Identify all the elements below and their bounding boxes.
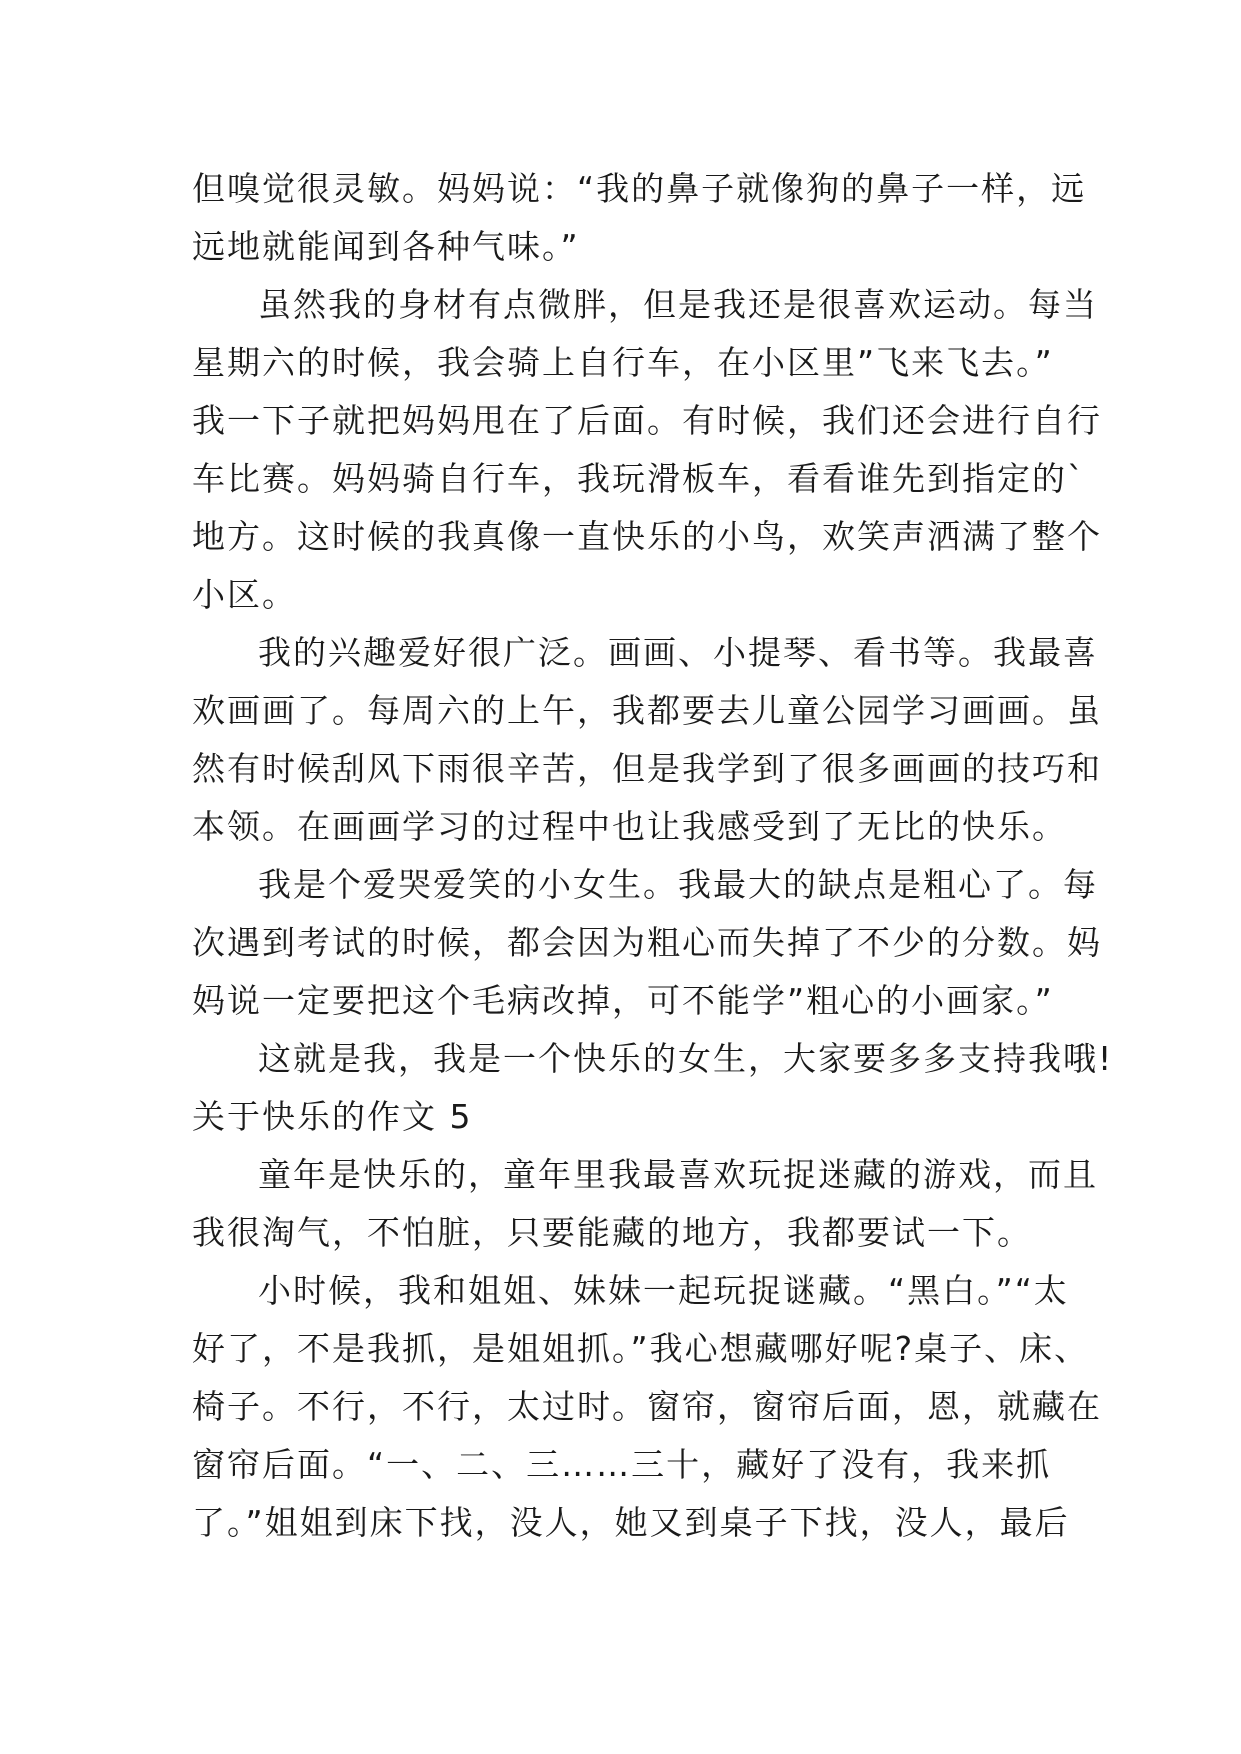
text-line: 欢画画了。每周六的上午，我都要去儿童公园学习画画。虽: [192, 691, 1102, 730]
text-line: 然有时候刮风下雨很辛苦，但是我学到了很多画画的技巧和: [192, 749, 1102, 788]
text-line: 远地就能闻到各种气味。”: [192, 227, 580, 266]
text-line: 童年是快乐的，童年里我最喜欢玩捉迷藏的游戏，而且: [258, 1155, 1098, 1194]
text-line: 星期六的时候，我会骑上自行车，在小区里”飞来飞去。”: [192, 343, 1054, 382]
text-line: 关于快乐的作文 5: [192, 1097, 473, 1136]
text-line: 小时候，我和姐姐、妹妹一起玩捉谜藏。“黑白。”“太: [258, 1271, 1069, 1310]
text-line: 但嗅觉很灵敏。妈妈说：“我的鼻子就像狗的鼻子一样，远: [192, 169, 1087, 208]
text-line: 了。”姐姐到床下找，没人，她又到桌子下找，没人，最后: [192, 1503, 1070, 1542]
text-line: 我很淘气，不怕脏，只要能藏的地方，我都要试一下。: [192, 1213, 1032, 1252]
text-line: 小区。: [192, 575, 297, 614]
body-text: [192, 160, 1114, 1552]
text-line: 椅子。不行，不行，太过时。窗帘，窗帘后面，恩，就藏在: [192, 1387, 1102, 1426]
text-line: 窗帘后面。“一、二、三……三十，藏好了没有，我来抓: [192, 1445, 1052, 1484]
text-line: 好了，不是我抓，是姐姐抓。”我心想藏哪好呢?桌子、床、: [192, 1329, 1090, 1368]
text-line: 这就是我，我是一个快乐的女生，大家要多多支持我哦!: [258, 1039, 1114, 1078]
text-line: 我的兴趣爱好很广泛。画画、小提琴、看书等。我最喜: [258, 633, 1098, 672]
text-line: 虽然我的身材有点微胖，但是我还是很喜欢运动。每当: [258, 285, 1098, 324]
text-line: 次遇到考试的时候，都会因为粗心而失掉了不少的分数。妈: [192, 923, 1102, 962]
text-line: 我是个爱哭爱笑的小女生。我最大的缺点是粗心了。每: [258, 865, 1098, 904]
text-line: 我一下子就把妈妈甩在了后面。有时候，我们还会进行自行: [192, 401, 1102, 440]
text-line: 车比赛。妈妈骑自行车，我玩滑板车，看看谁先到指定的`: [192, 459, 1086, 498]
text-line: 妈说一定要把这个毛病改掉，可不能学”粗心的小画家。”: [192, 981, 1054, 1020]
text-line: 本领。在画画学习的过程中也让我感受到了无比的快乐。: [192, 807, 1067, 846]
text-line: 地方。这时候的我真像一直快乐的小鸟，欢笑声洒满了整个: [192, 517, 1102, 556]
